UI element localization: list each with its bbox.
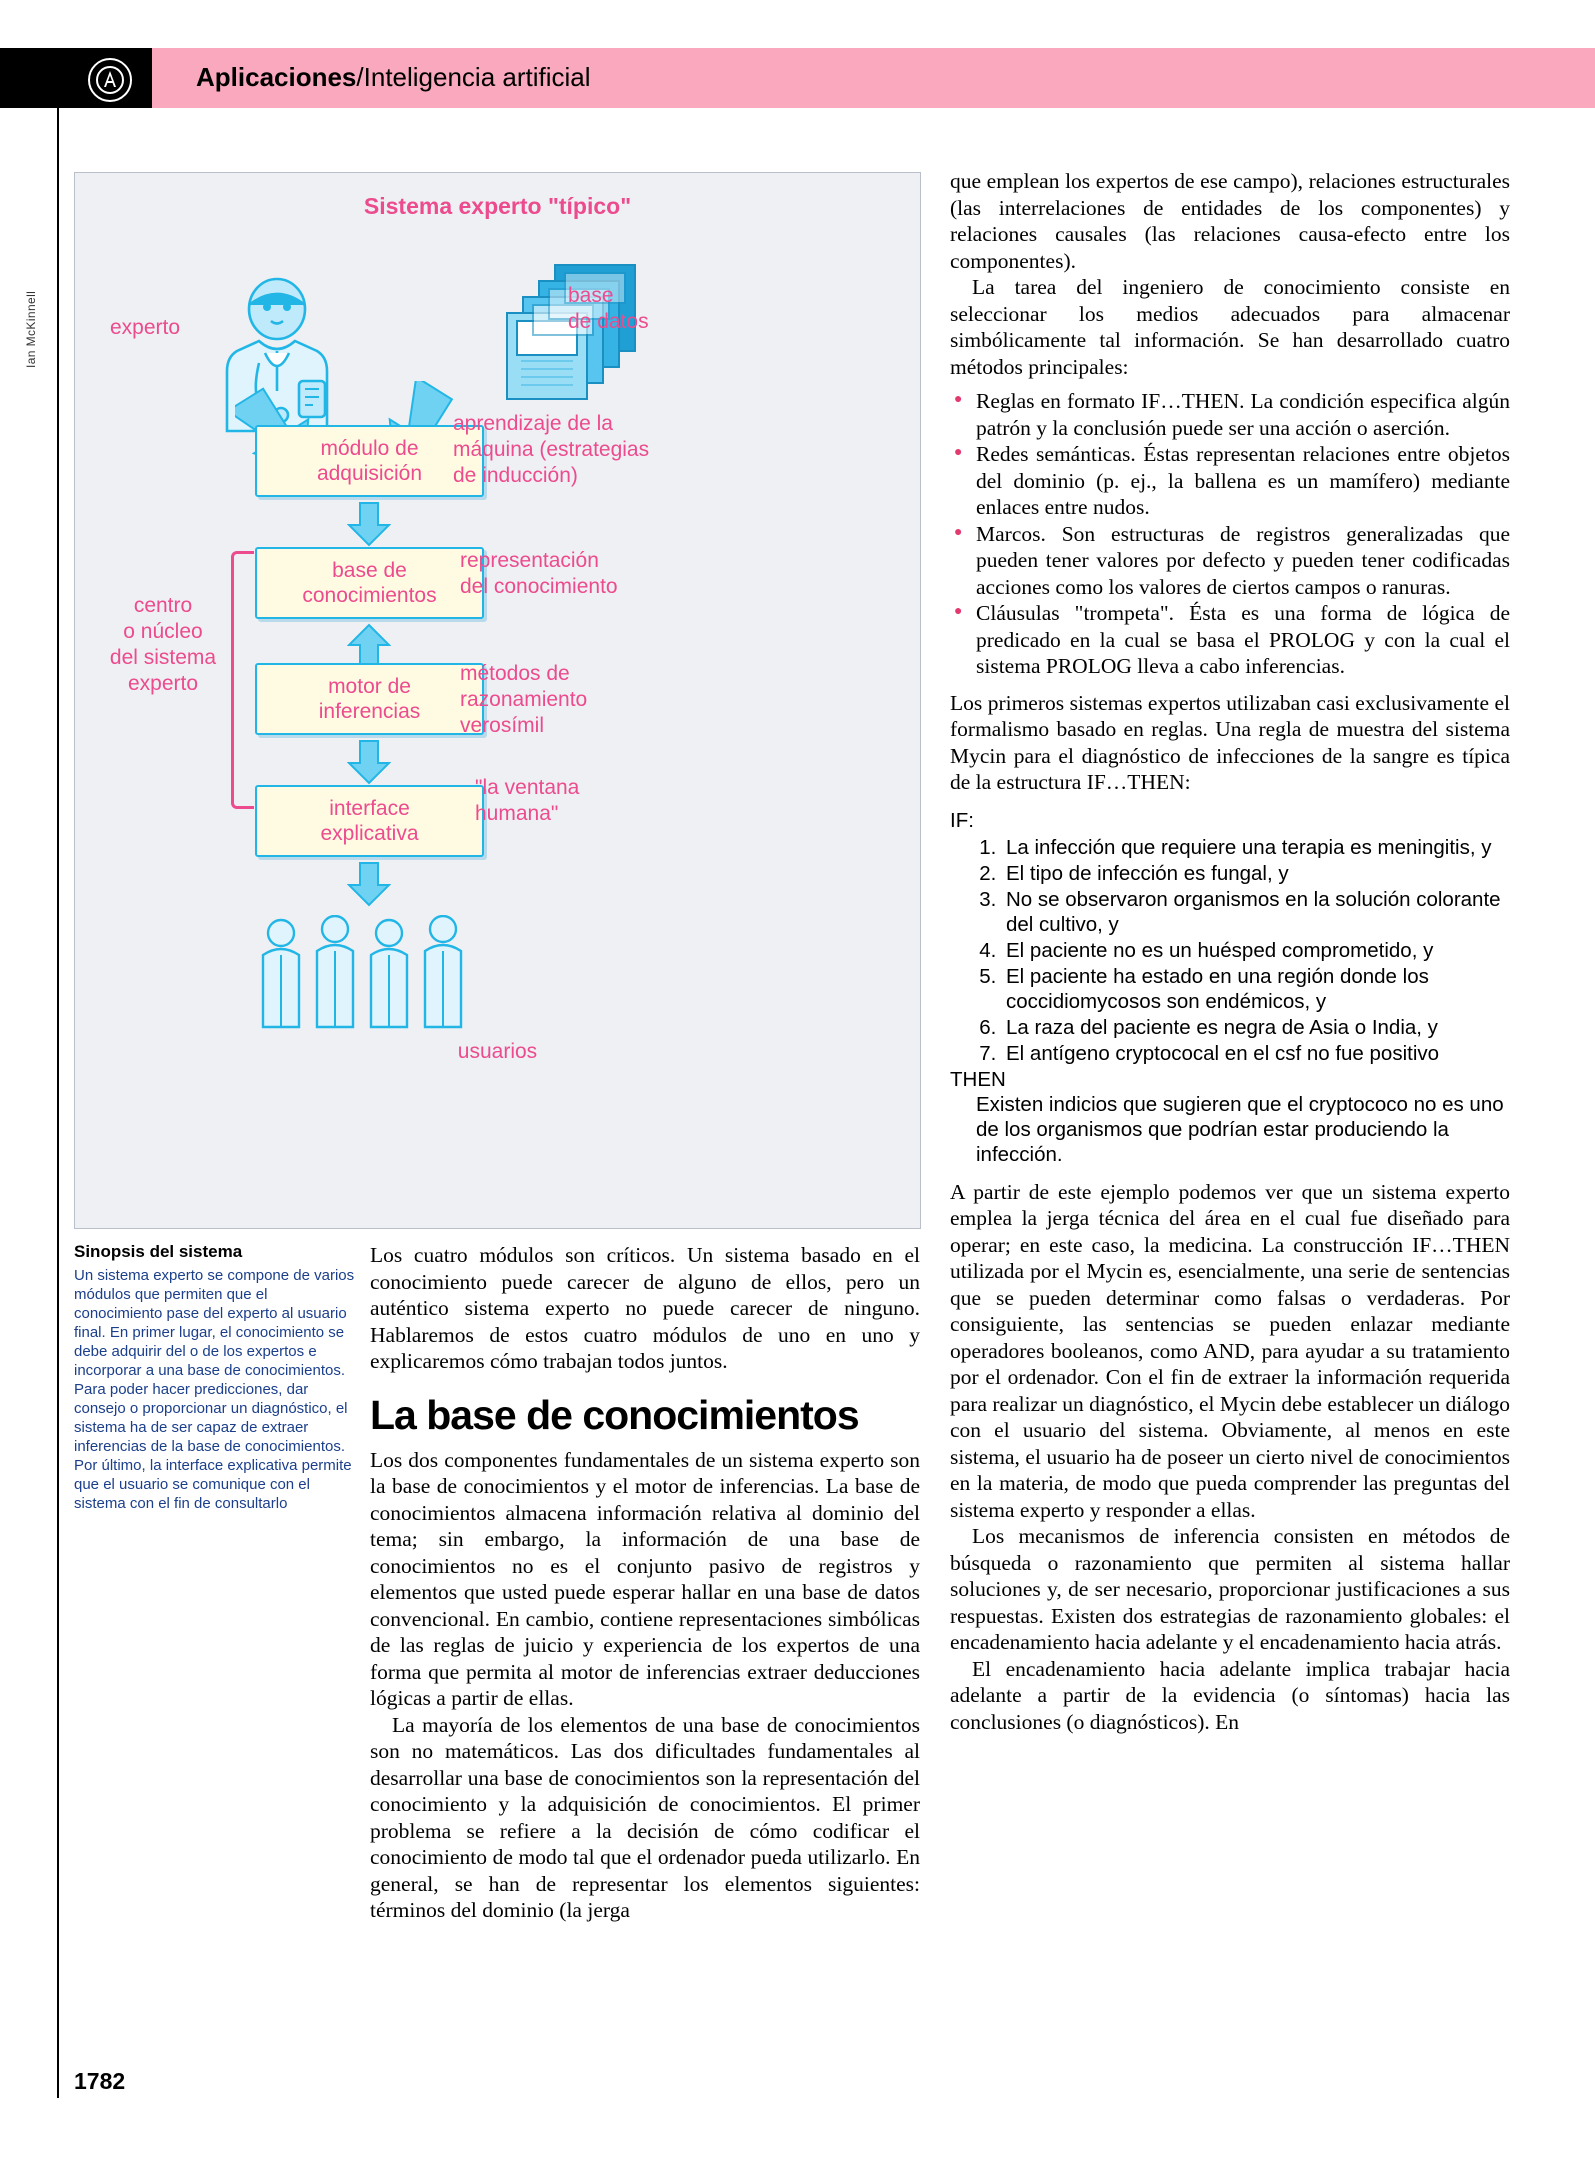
paragraph-intro: Los cuatro módulos son críticos. Un sistema basado en el conocimiento puede carecer de alguno de ellos, pero un auténtico sistema experto no puede carecer de ninguno. Hablaremos de estos cuatro módulos de uno en uno y explicaremos cómo trabajan todos juntos. — [370, 1243, 920, 1373]
photo-credit: Ian McKinnell — [24, 290, 38, 368]
paragraph-right-mid: Los primeros sistemas expertos utilizaban casi exclusivamente el formalismo basado en reglas. Una regla de muestra del sistema Mycin para el diagnóstico de infecciones de la sangre es típica de la estructura IF…THEN: — [950, 690, 1510, 794]
box-motor-de-inferencias — [255, 663, 484, 735]
methods-bullet-list — [950, 388, 1510, 680]
synopsis-body: Un sistema experto se compone de varios módulos que permiten que el conocimiento pase del experto al usuario final. En primer lugar, el conocimiento se debe adquirir del o de los expertos e incorporar a una base de conocimientos. Para poder hacer predicciones, dar consejo o proporcionar un diagnóstico, el sistema ha de ser capaz de extraer inferencias de la base de conocimientos. Por último, la interface explicativa permite que el usuario se comunique con el sistema con el fin de consultarlo — [74, 1267, 355, 1512]
rule-condition: 1. La infección que requiere una terapia es meningitis, y — [1002, 835, 1510, 860]
paragraph-right-3: A partir de este ejemplo podemos ver que un sistema experto emplea la jerga técnica del área en el cual fue diseñado para operar; en este caso, la medicina. La construcción IF…THEN utilizada por el Mycin es, esencialmente, una serie de sentencias que se pueden determinar como falsas o verdaderas. Por consiguiente, las sentencias se pueden enlazar mediante operadores booleanos, como AND, para ayudar a su tratamiento por el ordenador. Con el fin de extraer la información requerida para realizar un diagnóstico, el Mycin debe establecer un diálogo con el usuario del sistema. Obviamente, al menos en este sistema, el usuario ha de poseer un cierto nivel de conocimientos en la materia, de modo que pueda comprender las preguntas del sistema experto y responder a ellas. — [950, 1179, 1510, 1522]
label-centro-nucleo: centro o núcleo del sistema experto — [109, 594, 217, 695]
synopsis-title: Sinopsis del sistema — [74, 1242, 243, 1261]
bullet-item: ● Marcos. Son estructuras de registros generalizadas que pueden tener valores por defecto y pueden tener codificadas acciones como los valores de ciertos campos o ranuras. — [950, 521, 1510, 601]
rule-then-label: THEN — [950, 1067, 1006, 1091]
middle-column — [370, 1242, 920, 1924]
paragraph-right-5: El encadenamiento hacia adelante implica trabajar hacia adelante a partir de la evidencia (o síntomas) hacia las conclusiones (o diagnósticos). En — [950, 1656, 1510, 1734]
page-header — [0, 48, 1595, 108]
header-title — [196, 60, 591, 94]
rule-condition: 3. No se observaron organismos en la solución colorante del cultivo, y — [1002, 887, 1510, 937]
synopsis-block — [74, 1242, 359, 1513]
rule-condition: 2. El tipo de infección es fungal, y — [1002, 861, 1510, 886]
circle-a-logo-icon — [88, 58, 132, 102]
arrow-down-1-icon — [347, 501, 391, 547]
arrow-down-3-icon — [347, 861, 391, 907]
box-label: interface explicativa — [320, 797, 419, 845]
rule-condition: 4. El paciente no es un huésped comprometido, y — [1002, 938, 1510, 963]
right-column — [950, 168, 1510, 1735]
bullet-item: ● Redes semánticas. Éstas representan relaciones entre objetos del dominio (p. ej., la ballena es un mamífero) mediante enlaces entre nudos. — [950, 441, 1510, 521]
box-modulo-de-adquisicion — [255, 425, 484, 497]
label-aprendizaje-maquina: aprendizaje de la máquina (estrategias de inducción) — [453, 412, 650, 487]
heading-base-de-conocimientos: La base de conocimientos — [370, 1391, 859, 1438]
header-section: Aplicaciones — [196, 62, 357, 92]
rule-conditions-list — [950, 835, 1510, 1066]
label-experto: experto — [110, 316, 181, 339]
box-label: motor de inferencias — [318, 675, 421, 723]
label-ventana-humana: "la ventana humana" — [475, 776, 580, 825]
label-representacion-conocimiento: representación del conocimiento — [460, 549, 618, 598]
page-number: 1782 — [74, 2068, 126, 2094]
label-base-de-datos: base de datos — [568, 284, 649, 333]
label-metodos-razonamiento: métodos de razonamiento verosímil — [460, 662, 588, 737]
label-usuarios: usuarios — [457, 1040, 538, 1063]
arrow-down-2-icon — [347, 739, 391, 785]
diagram-sistema-experto — [74, 172, 921, 1229]
rule-condition: 7. El antígeno cryptococal en el csf no fue positivo — [1002, 1041, 1510, 1066]
bracket-centro-nucleo — [231, 551, 254, 809]
rule-then-body: Existen indicios que sugieren que el cryptococo no es uno de los organismos que podrían estar produciendo la infección. — [976, 1092, 1504, 1166]
left-rule — [57, 108, 59, 2098]
box-interface-explicativa — [255, 785, 484, 857]
rule-condition: 6. La raza del paciente es negra de Asia o India, y — [1002, 1015, 1510, 1040]
paragraph-right-2: La tarea del ingeniero de conocimiento consiste en seleccionar los medios adecuados para almacenar simbólicamente tal información. Se han desarrollado cuatro métodos principales: — [950, 275, 1510, 379]
paragraph-mid-1: Los dos componentes fundamentales de un sistema experto son la base de conocimientos y el motor de inferencias. La base de conocimientos almacena información relativa al dominio del tema; sin embargo, la información de una base de conocimientos no es el conjunto pasivo de registros y elementos que usted puede esperar hallar en una base de datos convencional. En cambio, contiene representaciones simbólicas de las reglas de juicio y experiencia de los expertos de una forma que permita al motor de inferencias extraer deducciones lógicas a partir de ellas. — [370, 1447, 920, 1710]
bullet-item: ● Reglas en formato IF…THEN. La condición especifica algún patrón y la conclusión puede ser una acción o aserción. — [950, 388, 1510, 441]
header-subsection: /Inteligencia artificial — [356, 62, 591, 92]
box-label: base de conocimientos — [302, 559, 437, 607]
rule-condition: 5. El paciente ha estado en una región donde los coccidiomycosos son endémicos, y — [1002, 964, 1510, 1014]
mycin-rule-block — [950, 808, 1510, 1167]
box-base-de-conocimientos — [255, 547, 484, 619]
users-illustration-icon — [253, 915, 483, 1040]
paragraph-right-1: que emplean los expertos de ese campo), relaciones estructurales (las interrelaciones de entidades de los componentes) y relaciones causales (las relaciones causa-efecto entre los componentes). — [950, 169, 1510, 273]
bullet-item: ● Cláusulas "trompeta". Ésta es una forma de lógica de predicado en la cual se basa el PROLOG y con la cual el sistema PROLOG lleva a cabo inferencias. — [950, 600, 1510, 680]
rule-if-label: IF: — [950, 808, 974, 832]
box-label: módulo de adquisición — [316, 437, 423, 485]
paragraph-mid-2: La mayoría de los elementos de una base de conocimientos son no matemáticos. Las dos dificultades fundamentales al desarrollar una base de conocimientos son la representación del conocimiento y la adquisición de conocimientos. El primer problema se refiere a la decisión de cómo codificar el conocimiento de modo tal que el ordenador pueda utilizarlo. En general, se han de representar los elementos siguientes: términos del dominio (la jerga — [370, 1712, 920, 1922]
paragraph-right-4: Los mecanismos de inferencia consisten en métodos de búsqueda o razonamiento que permiten al sistema hallar soluciones y, de ser necesario, proporcionar justificaciones a sus respuestas. Existen dos estrategias de razonamiento globales: el encadenamiento hacia adelante y el encadenamiento hacia atrás. — [950, 1524, 1510, 1654]
figure-title: Sistema experto "típico" — [363, 193, 632, 219]
